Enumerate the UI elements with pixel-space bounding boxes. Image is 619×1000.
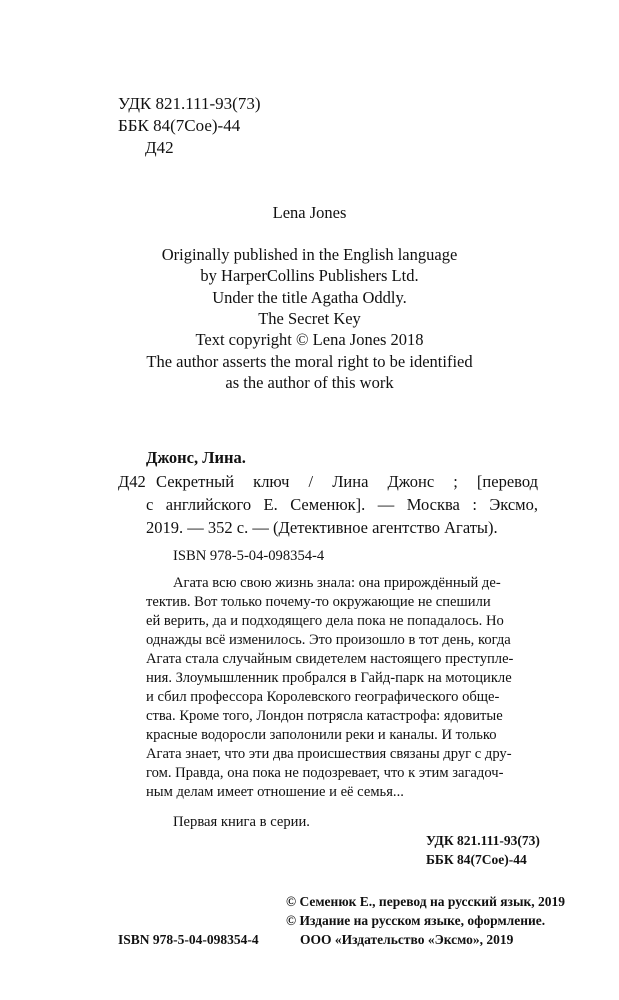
credits-line: The Secret Key xyxy=(258,309,361,328)
annotation-line: гом. Правда, она пока не подозревает, что к этим загадоч- xyxy=(146,765,504,781)
bbk-code: ББК 84(7Сое)-44 xyxy=(118,116,241,135)
credits-line: The author asserts the moral right to be identified xyxy=(146,352,473,371)
author-mark: Д42 xyxy=(145,138,174,157)
annotation-line: однажды всё изменилось. Это произошло в тот день, когда xyxy=(146,632,511,648)
catalog-entry-line: с английского Е. Семенюк]. — Москва : Эксмо, xyxy=(146,495,538,514)
annotation-line: Агата стала случайным свидетелем настоящего преступле- xyxy=(146,651,514,667)
annotation-line: ства. Кроме того, Лондон потрясла катастрофа: ядовитые xyxy=(146,708,503,724)
credits-line: Originally published in the English language xyxy=(161,245,458,264)
annotation-line: и сбил профессора Королевского географического обще- xyxy=(146,689,500,705)
copyright-line: © Семенюк Е., перевод на русский язык, 2019 xyxy=(286,894,566,909)
annotation-line: Агата всю свою жизнь знала: она прирождённый де- xyxy=(173,575,501,591)
copyright-line: ООО «Издательство «Эксмо», 2019 xyxy=(300,932,514,947)
series-note: Первая книга в серии. xyxy=(173,814,310,830)
catalog-isbn: ISBN 978-5-04-098354-4 xyxy=(173,548,325,564)
catalog-author-heading: Джонс, Лина. xyxy=(146,448,246,467)
udk-code: УДК 821.111-93(73) xyxy=(118,94,261,113)
udk-code-bottom: УДК 821.111-93(73) xyxy=(426,833,540,848)
annotation-line: красные водоросли заполонили реки и каналы. И только xyxy=(146,727,497,743)
catalog-entry-line: 2019. — 352 с. — (Детективное агентство Агаты). xyxy=(146,518,498,537)
catalog-author-mark: Д42 xyxy=(118,472,146,491)
annotation-line: ным делам имеет отношение и её семья... xyxy=(146,784,404,800)
credits-author: Lena Jones xyxy=(272,203,347,222)
copyright-line: © Издание на русском языке, оформление. xyxy=(286,913,546,928)
credits-line: by HarperCollins Publishers Ltd. xyxy=(200,266,419,285)
credits-line: Text copyright © Lena Jones 2018 xyxy=(195,330,424,349)
annotation-line: ей верить, да и подходящего дела пока не попадалось. Но xyxy=(146,613,504,629)
credits-line: Under the title Agatha Oddly. xyxy=(212,288,407,307)
catalog-entry-line: Секретный ключ / Лина Джонс ; [перевод xyxy=(156,472,538,491)
credits-line: as the author of this work xyxy=(225,373,394,392)
annotation-line: Агата знает, что эти два происшествия связаны друг с дру- xyxy=(146,746,512,762)
bbk-code-bottom: ББК 84(7Сое)-44 xyxy=(426,852,527,867)
annotation-line: ния. Злоумышленник пробрался в Гайд-парк на мотоцикле xyxy=(146,670,512,686)
copyright-isbn: ISBN 978-5-04-098354-4 xyxy=(118,932,259,947)
annotation-line: тектив. Вот только почему-то окружающие не спешили xyxy=(146,594,491,610)
